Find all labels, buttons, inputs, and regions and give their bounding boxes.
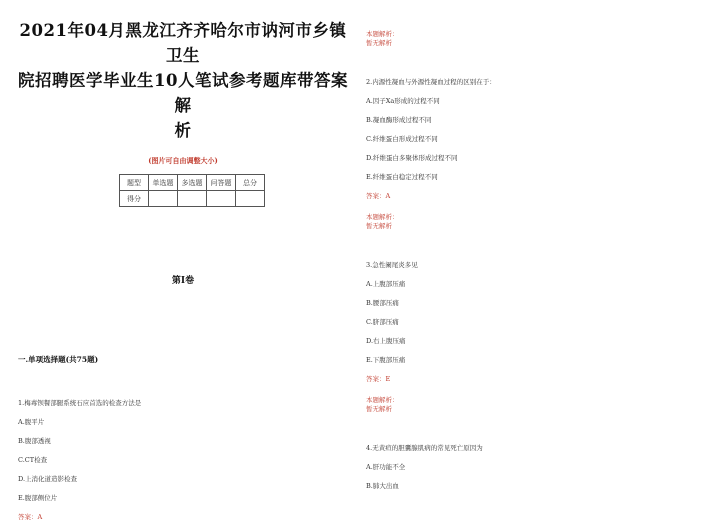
option-e: E.纤维蛋白稳定过程不同	[366, 173, 438, 181]
option-d: D.右上腹压痛	[366, 337, 406, 345]
option-a: A.因子Xa形成的过程不同	[366, 97, 440, 105]
title-line-2: 院招聘医学毕业生10人笔试参考题库带答案解	[18, 71, 348, 115]
score-row-label: 得分	[120, 191, 149, 207]
option-e: E.下腹部压痛	[366, 356, 406, 364]
image-resize-note: (图片可自由调整大小)	[148, 156, 218, 165]
question-block	[18, 399, 348, 522]
score-cell	[236, 191, 265, 207]
option-d: D.上消化道造影检查	[18, 475, 78, 483]
option-b: B.腹部透视	[18, 437, 51, 445]
score-header-cell: 问答题	[207, 175, 236, 191]
title-line-3: 析	[174, 121, 192, 140]
score-header-cell: 多选题	[178, 175, 207, 191]
analysis-label: 本题解析：	[366, 396, 399, 404]
option-c: C.脐部压痛	[366, 318, 399, 326]
option-a: A.腹平片	[18, 418, 45, 426]
left-column	[18, 18, 348, 522]
volume-heading: 第I卷	[171, 276, 195, 286]
score-header-cell: 总分	[236, 175, 265, 191]
option-a: A.肝功能不全	[366, 463, 406, 471]
option-b: B.肺大出血	[366, 482, 399, 490]
answer-text: 答案：A	[18, 513, 43, 521]
score-header-cell: 单选题	[149, 175, 178, 191]
option-a: A.上腹部压痛	[366, 280, 406, 288]
score-header-cell: 题型	[120, 175, 149, 191]
right-column	[366, 30, 706, 491]
answer-text: 答案：A	[366, 192, 391, 200]
option-c: C.CT检查	[18, 456, 48, 464]
title-line-1: 2021年04月黑龙江齐齐哈尔市讷河市乡镇卫生	[19, 21, 347, 65]
option-b: B.凝血酶形成过程不同	[366, 116, 432, 124]
score-table-row	[120, 191, 265, 207]
answer-text: 答案：E	[366, 375, 391, 383]
question-text: 1.梅毒钡餐部腿系统石应首选的检查方法是	[18, 399, 142, 407]
option-c: C.纤维蛋白形成过程不同	[366, 135, 438, 143]
question-block	[366, 261, 706, 414]
option-b: B.腰部压痛	[366, 299, 399, 307]
score-cell	[178, 191, 207, 207]
question-text: 3.急性阑尾炎多见	[366, 261, 418, 269]
option-e: E.腹部侧位片	[18, 494, 58, 502]
question-block	[366, 78, 706, 231]
score-cell	[207, 191, 236, 207]
analysis-text: 暂无解析	[366, 405, 392, 413]
document-title	[18, 18, 348, 143]
section-heading: 一.单项选择题(共75题)	[18, 355, 99, 364]
question-text: 4.无黄疸的胆囊腺肌病的常见死亡原因为	[366, 444, 483, 452]
analysis-text: 暂无解析	[366, 39, 392, 47]
score-table	[119, 174, 265, 207]
question-text: 2.内源性凝血与外源性凝血过程的区别在于：	[366, 78, 496, 86]
question-block	[366, 444, 706, 491]
analysis-label: 本题解析：	[366, 213, 399, 221]
analysis-text: 暂无解析	[366, 222, 392, 230]
option-d: D.纤维蛋白多聚体形成过程不同	[366, 154, 458, 162]
score-cell	[149, 191, 178, 207]
analysis-label: 本题解析：	[366, 30, 399, 38]
score-table-header-row	[120, 175, 265, 191]
